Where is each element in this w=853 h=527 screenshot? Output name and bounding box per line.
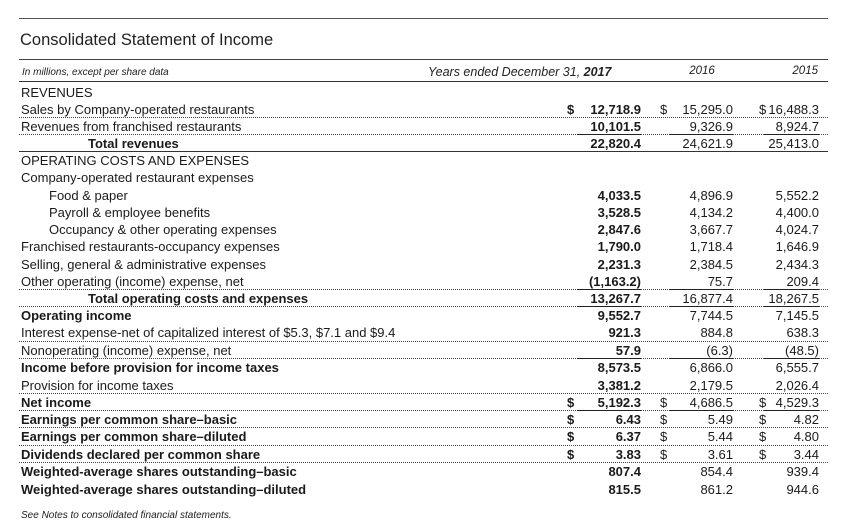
row-operating-income: [0, 307, 853, 324]
subtotal-rule-2017: [577, 410, 641, 411]
value-2016: 854.4: [700, 464, 733, 479]
years-header: [428, 65, 611, 79]
value-2016: 9,326.9: [689, 119, 733, 134]
currency-symbol: $: [759, 395, 767, 410]
value-2017: 2,231.3: [597, 257, 641, 272]
value-2015: 6,555.7: [775, 360, 819, 375]
row-label: Food & paper: [49, 188, 128, 203]
currency-symbol: $: [759, 412, 767, 427]
value-2016: 2,384.5: [689, 257, 733, 272]
value-2016: 4,896.9: [689, 188, 733, 203]
value-2015: 8,924.7: [775, 119, 819, 134]
value-2015: 4.82: [793, 412, 819, 427]
value-2017: 22,820.4: [590, 136, 641, 151]
value-2016: 3.61: [707, 447, 733, 462]
value-2016: 4,134.2: [689, 205, 733, 220]
title-rule: [19, 59, 828, 60]
row-company-operated-expenses: [0, 169, 853, 186]
value-2015: 209.4: [786, 274, 819, 289]
row-eps-basic: [0, 411, 853, 428]
value-2015: 1,646.9: [775, 239, 819, 254]
row-label: Total revenues: [88, 136, 179, 151]
subtotal-rule-2017: [577, 358, 641, 359]
row-divider: [19, 427, 828, 428]
currency-symbol: $: [567, 429, 575, 444]
row-label: Operating income: [21, 308, 132, 323]
subtotal-rule-2017: [577, 289, 641, 290]
value-2017: 6.43: [615, 412, 641, 427]
value-2016: 2,179.5: [689, 378, 733, 393]
row-label: Weighted-average shares outstanding–basic: [21, 464, 297, 479]
value-2017: 8,573.5: [597, 360, 641, 375]
value-2015: 944.6: [786, 482, 819, 497]
row-franchised-occupancy: [0, 238, 853, 255]
row-label: Earnings per common share–basic: [21, 412, 238, 427]
currency-symbol: $: [660, 412, 668, 427]
value-2017: 807.4: [608, 464, 641, 479]
row-sga: [0, 256, 853, 273]
value-2016: 6,866.0: [689, 360, 733, 375]
subtotal-rule-2016: [669, 358, 733, 359]
value-2017: 10,101.5: [590, 119, 641, 134]
row-label: Net income: [21, 395, 92, 410]
subtotal-rule-2015: [764, 306, 819, 307]
subtotal-rule-2015: [764, 134, 819, 135]
row-divider: [19, 117, 828, 118]
value-2017: 3,381.2: [597, 378, 641, 393]
subtotal-rule-2016: [669, 289, 733, 290]
value-2017: 6.37: [615, 429, 641, 444]
row-label: REVENUES: [21, 85, 93, 100]
row-label: Provision for income taxes: [21, 378, 174, 393]
row-divider: [19, 445, 828, 446]
row-label: Company-operated restaurant expenses: [21, 170, 254, 185]
value-2017: (1,163.2): [588, 274, 641, 289]
value-2015: 16,488.3: [768, 102, 819, 117]
value-2015: 3.44: [793, 447, 819, 462]
value-2015: 4,529.3: [775, 395, 819, 410]
row-label: Revenues from franchised restaurants: [21, 119, 242, 134]
value-2016: 4,686.5: [689, 395, 733, 410]
value-2017: 12,718.9: [590, 102, 641, 117]
row-provision-taxes: [0, 377, 853, 394]
row-divider: [19, 393, 828, 394]
subtotal-rule-2016: [669, 306, 733, 307]
value-2016: 75.7: [707, 274, 733, 289]
row-label: Weighted-average shares outstanding–diluted: [21, 482, 307, 497]
value-2015: (48.5): [785, 343, 819, 358]
value-2017: 921.3: [608, 325, 641, 340]
value-2017: 4,033.5: [597, 188, 641, 203]
currency-symbol: $: [759, 429, 767, 444]
currency-symbol: $: [660, 102, 668, 117]
row-dividends: [0, 446, 853, 463]
statement-title: Consolidated Statement of Income: [20, 31, 274, 49]
row-label: Nonoperating (income) expense, net: [21, 343, 232, 358]
subtotal-rule-2015: [764, 289, 819, 290]
value-2017: 815.5: [608, 482, 641, 497]
row-divider: [19, 341, 828, 342]
row-label: Dividends declared per common share: [21, 447, 261, 462]
header-rule: [19, 81, 828, 82]
value-2016: 1,718.4: [689, 239, 733, 254]
value-2015: 4,024.7: [775, 222, 819, 237]
value-2017: 13,267.7: [590, 291, 641, 306]
value-2015: 939.4: [786, 464, 819, 479]
value-2016: 861.2: [700, 482, 733, 497]
value-2017: 57.9: [615, 343, 641, 358]
value-2017: 3.83: [615, 447, 641, 462]
currency-symbol: $: [567, 102, 575, 117]
value-2016: 16,877.4: [682, 291, 733, 306]
subtotal-rule-2015: [764, 410, 819, 411]
row-label: Selling, general & administrative expenses: [21, 257, 266, 272]
row-payroll: [0, 204, 853, 221]
row-shares-basic: [0, 463, 853, 480]
value-2017: 2,847.6: [597, 222, 641, 237]
row-sales-company-operated: [0, 101, 853, 118]
row-label: Payroll & employee benefits: [49, 205, 211, 220]
top-rule: [19, 18, 828, 19]
row-total-operating-costs: [0, 290, 853, 307]
footnote: See Notes to consolidated financial statements.: [21, 510, 232, 521]
subtotal-rule-2017: [577, 134, 641, 135]
currency-symbol: $: [567, 447, 575, 462]
row-label: Income before provision for income taxes: [21, 360, 279, 375]
value-2016: 24,621.9: [682, 136, 733, 151]
row-label: Total operating costs and expenses: [88, 291, 309, 306]
value-2017: 3,528.5: [597, 205, 641, 220]
value-2016: (6.3): [706, 343, 733, 358]
value-2016: 5.49: [707, 412, 733, 427]
value-2016: 15,295.0: [682, 102, 733, 117]
value-2015: 2,026.4: [775, 378, 819, 393]
currency-symbol: $: [759, 102, 767, 117]
currency-symbol: $: [567, 412, 575, 427]
row-label: Earnings per common share–diluted: [21, 429, 247, 444]
currency-symbol: $: [660, 395, 668, 410]
units-note: In millions, except per share data: [22, 67, 169, 78]
value-2015: 4,400.0: [775, 205, 819, 220]
subtotal-rule-2016: [669, 410, 733, 411]
value-2015: 638.3: [786, 325, 819, 340]
row-operating-costs-heading: [0, 152, 853, 169]
row-revenues-franchised: [0, 118, 853, 135]
value-2016: 5.44: [707, 429, 733, 444]
row-net-income: [0, 394, 853, 411]
row-divider: [19, 151, 828, 152]
row-total-revenues: [0, 135, 853, 152]
currency-symbol: $: [660, 429, 668, 444]
row-label: Occupancy & other operating expenses: [49, 222, 277, 237]
row-label: Sales by Company-operated restaurants: [21, 102, 255, 117]
value-2016: 7,744.5: [689, 308, 733, 323]
year-2017-header: 2017: [583, 65, 612, 79]
subtotal-rule-2015: [764, 358, 819, 359]
row-food-paper: [0, 187, 853, 204]
row-label: OPERATING COSTS AND EXPENSES: [21, 153, 250, 168]
row-shares-diluted: [0, 481, 853, 498]
row-income-before-taxes: [0, 359, 853, 376]
value-2017: 9,552.7: [597, 308, 641, 323]
value-2017: 1,790.0: [597, 239, 641, 254]
currency-symbol: $: [759, 447, 767, 462]
row-divider: [19, 462, 828, 463]
value-2016: 884.8: [700, 325, 733, 340]
row-interest-expense: [0, 324, 853, 341]
subtotal-rule-2017: [577, 306, 641, 307]
year-2015-header: 2015: [792, 65, 818, 77]
value-2015: 5,552.2: [775, 188, 819, 203]
subtotal-rule-2016: [669, 134, 733, 135]
row-nonoperating: [0, 342, 853, 359]
value-2015: 25,413.0: [768, 136, 819, 151]
value-2016: 3,667.7: [689, 222, 733, 237]
years-prefix: Years ended December 31,: [428, 65, 584, 79]
year-2016-header: 2016: [689, 65, 715, 77]
value-2015: 2,434.3: [775, 257, 819, 272]
value-2015: 4.80: [793, 429, 819, 444]
row-label: Other operating (income) expense, net: [21, 274, 244, 289]
row-occupancy: [0, 221, 853, 238]
value-2015: 18,267.5: [768, 291, 819, 306]
currency-symbol: $: [567, 395, 575, 410]
row-label: Interest expense-net of capitalized interest of $5.3, $7.1 and $9.4: [21, 325, 396, 340]
row-other-operating: [0, 273, 853, 290]
value-2015: 7,145.5: [775, 308, 819, 323]
value-2017: 5,192.3: [597, 395, 641, 410]
row-label: Franchised restaurants-occupancy expenses: [21, 239, 280, 254]
row-revenues-heading: [0, 84, 853, 101]
currency-symbol: $: [660, 447, 668, 462]
row-eps-diluted: [0, 428, 853, 445]
